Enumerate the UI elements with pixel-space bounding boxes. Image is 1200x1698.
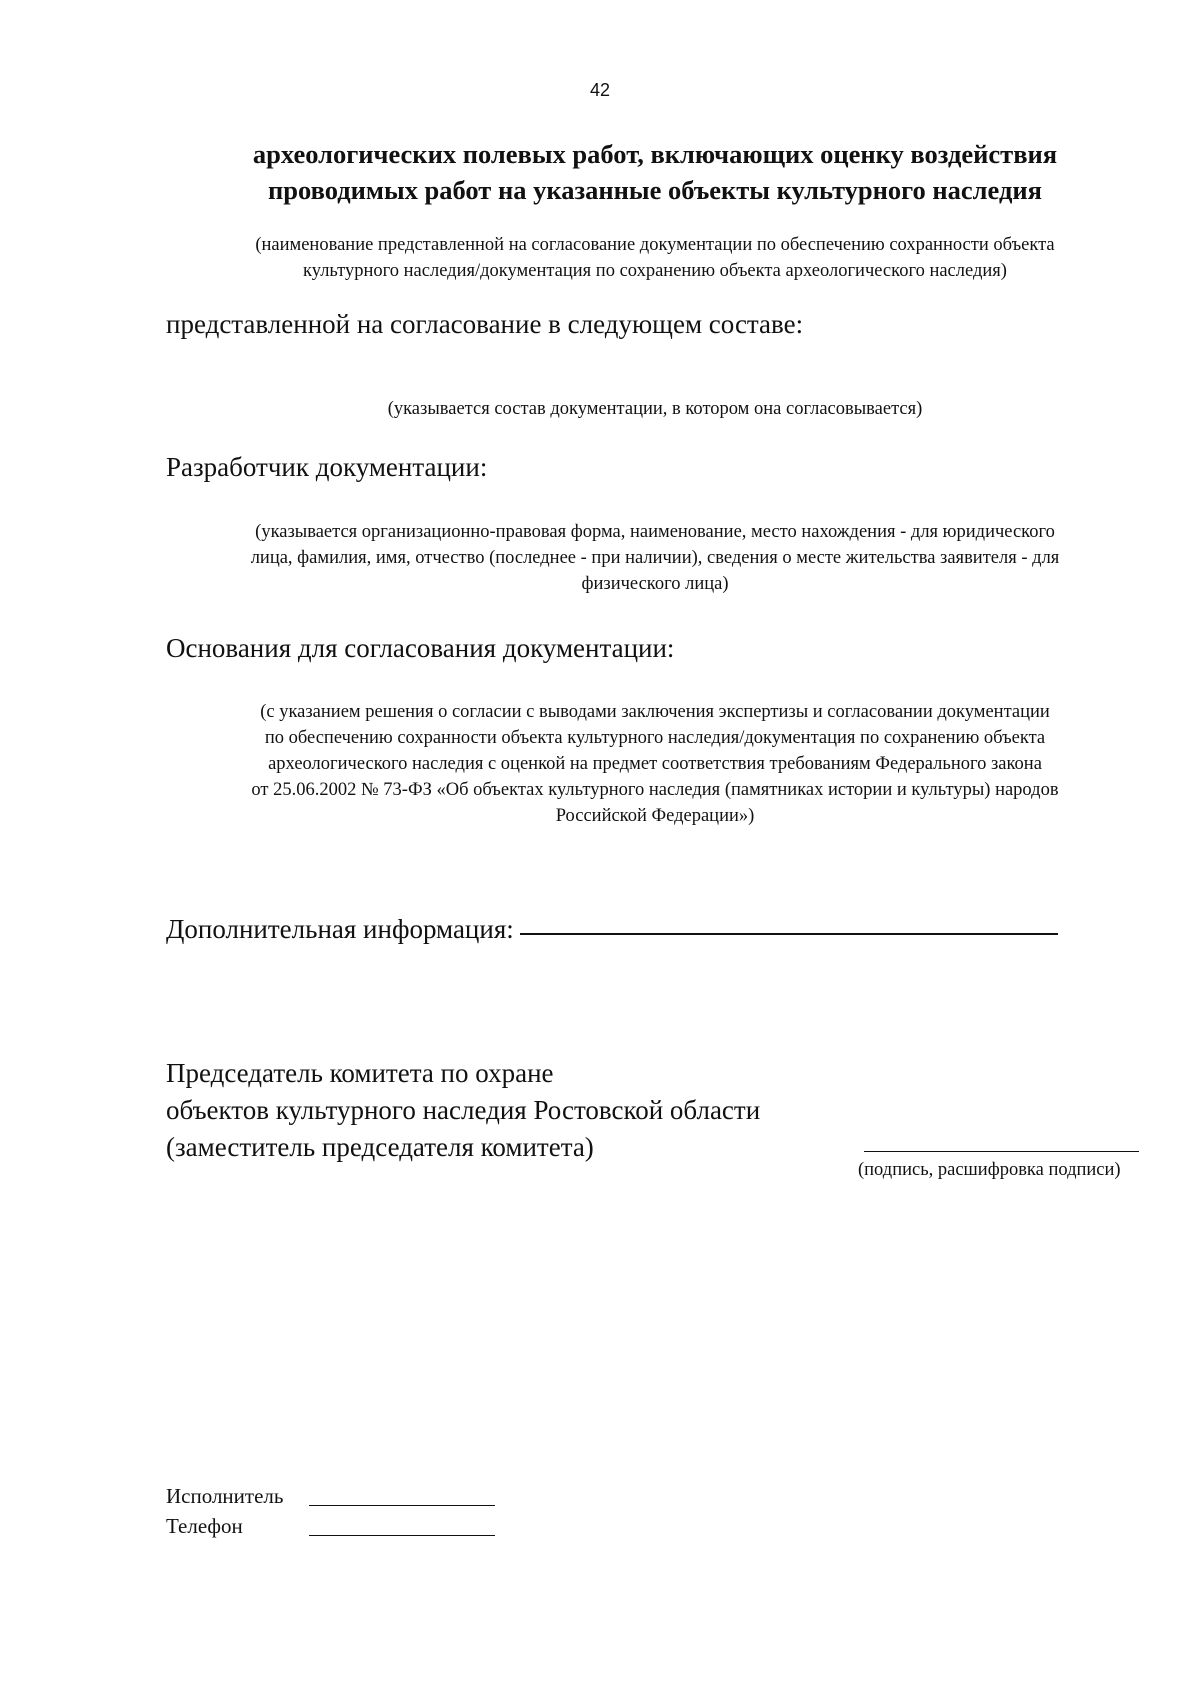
composition-heading: представленной на согласование в следующем составе: <box>166 309 804 339</box>
phone-line <box>309 1535 495 1536</box>
note-line: археологического наследия с оценкой на предмет соответствия требованиям Федерального закона <box>268 754 1042 774</box>
note-line: (наименование представленной на согласование документации по обеспечению сохранности объекта <box>255 235 1055 255</box>
signer-line: объектов культурного наследия Ростовской области <box>166 1095 761 1125</box>
note-line: (с указанием решения о согласии с выводами заключения экспертизы и согласовании документации <box>260 702 1050 722</box>
note-line: физического лица) <box>581 574 729 594</box>
signer-block <box>166 1055 760 1166</box>
title-line: проводимых работ на указанные объекты культурного наследия <box>268 175 1042 205</box>
note-line: культурного наследия/документация по сохранению объекта археологического наследия) <box>303 261 1007 281</box>
phone-label: Телефон <box>166 1514 243 1538</box>
note-line: Российской Федерации») <box>555 806 755 826</box>
signer-line: Председатель комитета по охране <box>166 1058 554 1088</box>
composition-note: (указывается состав документации, в котором она согласовывается) <box>387 399 923 419</box>
grounds-note <box>0 699 1200 829</box>
note-line: от 25.06.2002 № 73-ФЗ «Об объектах культурного наследия (памятниках истории и культуры) народов <box>251 780 1059 800</box>
page-number: 42 <box>589 80 611 100</box>
document-title <box>0 136 1200 208</box>
documentation-name-note <box>0 232 1200 284</box>
additional-info-line <box>520 933 1058 935</box>
executor-line <box>309 1505 495 1506</box>
signer-line: (заместитель председателя комитета) <box>166 1132 594 1162</box>
signature-line <box>864 1151 1139 1152</box>
developer-note <box>0 519 1200 597</box>
executor-label: Исполнитель <box>166 1484 284 1508</box>
title-line: археологических полевых работ, включающих оценку воздействия <box>252 139 1058 169</box>
signature-caption: (подпись, расшифровка подписи) <box>858 1160 1121 1180</box>
note-line: лица, фамилия, имя, отчество (последнее - при наличии), сведения о месте жительства заявителя - для <box>250 548 1060 568</box>
developer-heading: Разработчик документации: <box>166 452 488 482</box>
note-line: по обеспечению сохранности объекта культурного наследия/документация по сохранению объекта <box>264 728 1046 748</box>
grounds-heading: Основания для согласования документации: <box>166 633 675 663</box>
additional-info-label: Дополнительная информация: <box>166 914 514 944</box>
note-line: (указывается организационно-правовая форма, наименование, место нахождения - для юридического <box>255 522 1055 542</box>
